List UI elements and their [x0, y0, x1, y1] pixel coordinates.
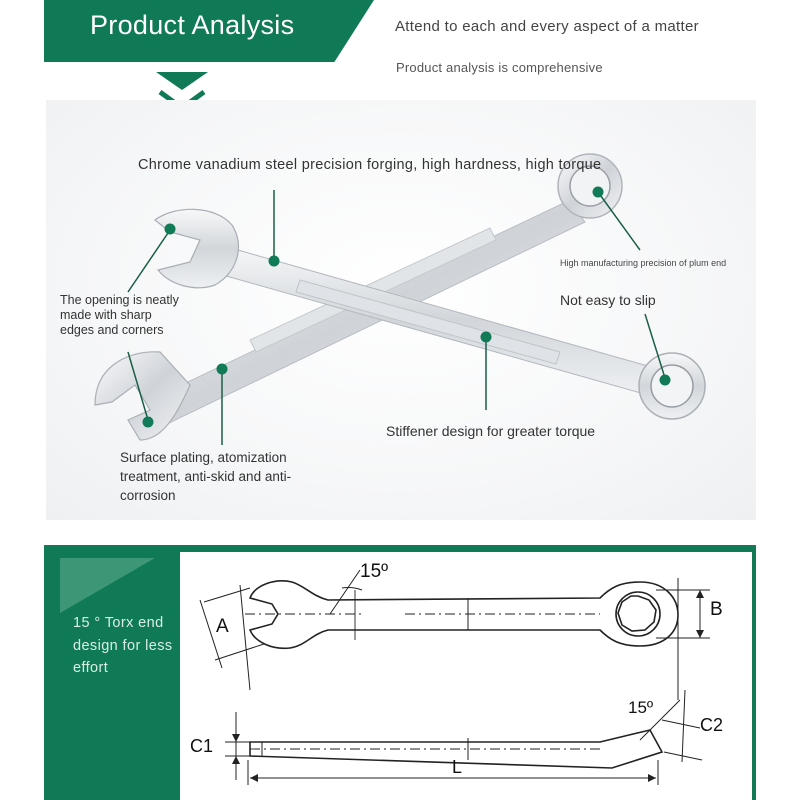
torx-description: 15 ° Torx end design for less effort	[73, 615, 173, 676]
dimension-c1-label: C1	[190, 736, 214, 756]
angle-label-top: 15º	[360, 561, 389, 582]
page-title: Product Analysis	[90, 10, 295, 40]
callout-stiffener: Stiffener design for greater torque	[386, 423, 596, 439]
callout-opening: The opening is neatly made with sharp edges and corners	[60, 293, 179, 337]
callout-surface-plating: Surface plating, atomization treatment, anti-skid and anti-corrosion	[120, 450, 292, 503]
dimension-b-label: B	[710, 599, 723, 620]
dimension-a-label: A	[216, 616, 229, 637]
subtagline: Product analysis is comprehensive	[396, 60, 603, 75]
callout-plum-end: High manufacturing precision of plum end	[560, 258, 727, 268]
dimension-c2-label: C2	[700, 715, 724, 735]
tagline: Attend to each and every aspect of a matter	[395, 18, 699, 35]
callout-not-easy-to-slip: Not easy to slip	[560, 292, 656, 308]
callout-chrome-vanadium: Chrome vanadium steel precision forging, high hardness, high torque	[138, 157, 602, 173]
angle-label-bottom: 15º	[628, 698, 654, 717]
dimension-l-label: L	[452, 757, 463, 777]
